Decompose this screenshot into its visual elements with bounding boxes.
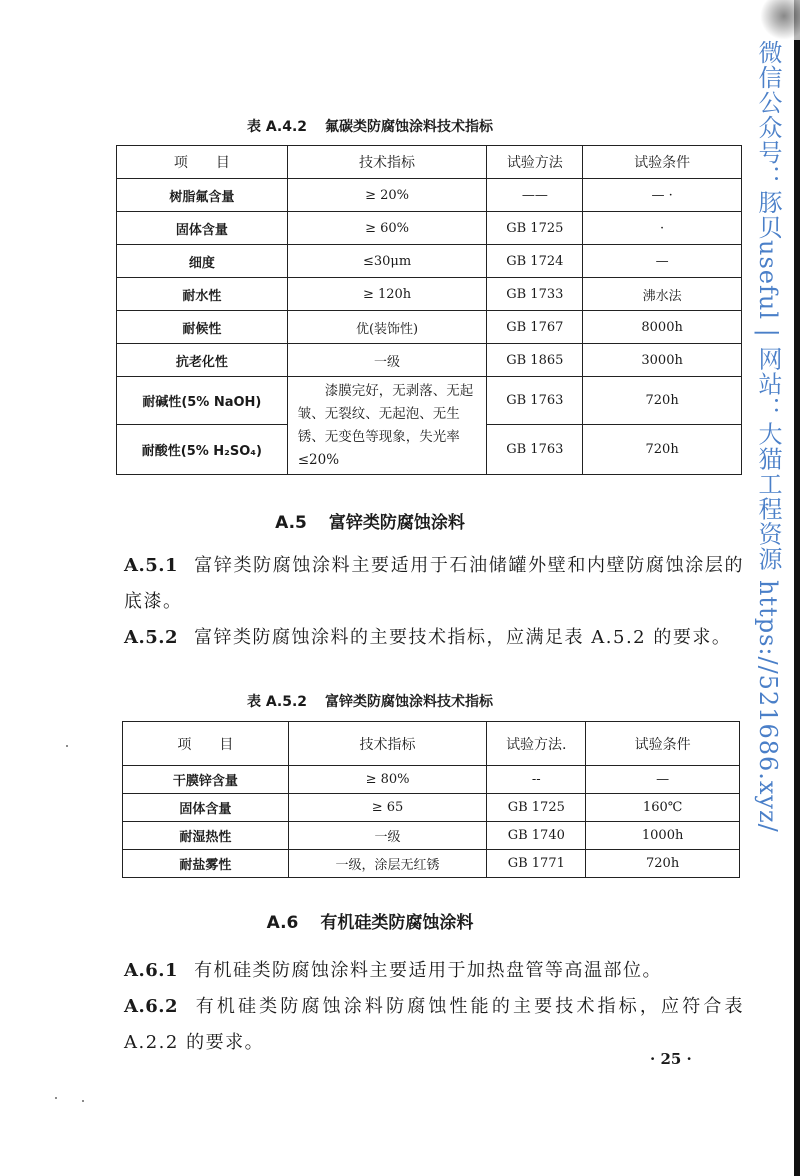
- cell-method: --: [487, 766, 586, 794]
- cell-item: 干膜锌含量: [123, 766, 289, 794]
- cell-condition: — ·: [583, 179, 742, 212]
- table-row: [117, 311, 742, 344]
- clause-number: A.5.2: [124, 627, 179, 648]
- cell-item: 耐候性: [117, 311, 288, 344]
- table-row: [123, 766, 740, 794]
- cell-spec: ≥ 120h: [287, 278, 487, 311]
- clause-text: 富锌类防腐蚀涂料主要适用于石油储罐外壁和内壁防腐蚀涂层的底漆。: [124, 555, 744, 612]
- clause-number: A.5.1: [124, 555, 179, 576]
- cell-spec: ≥ 65: [288, 794, 487, 822]
- cell-item: 耐湿热性: [123, 822, 289, 850]
- scan-speck: [55, 1097, 57, 1099]
- scan-speck: [66, 745, 68, 747]
- clause-text: 有机硅类防腐蚀涂料防腐蚀性能的主要技术指标，应符合表 A.2.2 的要求。: [124, 996, 744, 1053]
- table-a42: [116, 145, 742, 475]
- section-a5-heading: [0, 508, 740, 533]
- cell-method: GB 1771: [487, 850, 586, 878]
- cell-spec: 一级: [288, 822, 487, 850]
- header-method: 试验方法.: [487, 722, 586, 766]
- cell-method: GB 1725: [487, 794, 586, 822]
- cell-spec-merged: 漆膜完好，无剥落、无起皱、无裂纹、无起泡、无生锈、无变色等现象，失光率≤20%: [287, 377, 487, 475]
- scan-noise: [760, 0, 800, 40]
- page-number: · 25 ·: [650, 1050, 692, 1068]
- cell-spec: ≤30μm: [287, 245, 487, 278]
- table-row: [117, 179, 742, 212]
- table-header-row: [123, 722, 740, 766]
- cell-method: GB 1767: [487, 311, 583, 344]
- cell-method: GB 1725: [487, 212, 583, 245]
- table-row: [117, 344, 742, 377]
- table-row: [117, 212, 742, 245]
- cell-condition: 720h: [586, 850, 740, 878]
- table-row: [123, 822, 740, 850]
- table-row: [117, 278, 742, 311]
- cell-method: GB 1865: [487, 344, 583, 377]
- cell-condition: 8000h: [583, 311, 742, 344]
- cell-item: 耐盐雾性: [123, 850, 289, 878]
- section-a6-heading: [0, 908, 740, 933]
- section-number: A.5: [275, 513, 307, 533]
- cell-spec: 一级，涂层无红锈: [288, 850, 487, 878]
- clause-a61: [124, 953, 744, 989]
- cell-item: 固体含量: [123, 794, 289, 822]
- clause-number: A.6.1: [124, 960, 179, 981]
- cell-condition: —: [583, 245, 742, 278]
- section-number: A.6: [266, 913, 299, 933]
- cell-item: 耐碱性(5% NaOH): [117, 377, 288, 425]
- header-condition: 试验条件: [583, 146, 742, 179]
- cell-condition: 3000h: [583, 344, 742, 377]
- cell-condition: 沸水法: [583, 278, 742, 311]
- cell-method: ——: [487, 179, 583, 212]
- table-header-row: [117, 146, 742, 179]
- section-title: 富锌类防腐蚀涂料: [328, 513, 465, 533]
- table-a52-caption: [0, 691, 740, 711]
- header-item: 项 目: [123, 722, 289, 766]
- header-condition: 试验条件: [586, 722, 740, 766]
- caption-title: 氟碳类防腐蚀涂料技术指标: [325, 119, 494, 135]
- clause-number: A.6.2: [124, 996, 179, 1017]
- cell-spec: ≥ 60%: [287, 212, 487, 245]
- cell-method: GB 1740: [487, 822, 586, 850]
- header-item: 项 目: [117, 146, 288, 179]
- cell-item: 耐水性: [117, 278, 288, 311]
- watermark: 微信公众号：豚贝useful | 网站：大猫工程资源 https://521686.xyz/: [754, 40, 782, 833]
- cell-spec: 一级: [287, 344, 487, 377]
- table-a42-caption: [0, 116, 740, 136]
- cell-condition: ·: [583, 212, 742, 245]
- cell-condition: 720h: [583, 377, 742, 425]
- table-row: [117, 245, 742, 278]
- scan-edge: [794, 0, 800, 1176]
- cell-item: 耐酸性(5% H₂SO₄): [117, 425, 288, 475]
- caption-number: 表 A.5.2: [246, 694, 308, 710]
- table-row: [123, 794, 740, 822]
- cell-spec: ≥ 80%: [288, 766, 487, 794]
- cell-item: 细度: [117, 245, 288, 278]
- scan-speck: [82, 1100, 84, 1102]
- clause-text: 富锌类防腐蚀涂料的主要技术指标，应满足表 A.5.2 的要求。: [194, 627, 732, 648]
- caption-number: 表 A.4.2: [246, 119, 308, 135]
- header-method: 试验方法: [487, 146, 583, 179]
- cell-condition: 720h: [583, 425, 742, 475]
- caption-title: 富锌类防腐蚀涂料技术指标: [325, 694, 494, 710]
- section-title: 有机硅类防腐蚀涂料: [320, 913, 474, 933]
- cell-item: 抗老化性: [117, 344, 288, 377]
- clause-a51: [124, 548, 744, 620]
- cell-method: GB 1733: [487, 278, 583, 311]
- cell-condition: 160℃: [586, 794, 740, 822]
- cell-spec: ≥ 20%: [287, 179, 487, 212]
- table-a52: [122, 721, 740, 878]
- cell-method: GB 1763: [487, 425, 583, 475]
- clause-a52: [124, 620, 744, 656]
- cell-spec: 优(装饰性): [287, 311, 487, 344]
- table-row: [117, 377, 742, 425]
- cell-item: 固体含量: [117, 212, 288, 245]
- clause-text: 有机硅类防腐蚀涂料主要适用于加热盘管等高温部位。: [194, 960, 663, 981]
- cell-method: GB 1763: [487, 377, 583, 425]
- header-spec: 技术指标: [288, 722, 487, 766]
- table-row: [123, 850, 740, 878]
- cell-condition: 1000h: [586, 822, 740, 850]
- cell-item: 树脂氟含量: [117, 179, 288, 212]
- cell-method: GB 1724: [487, 245, 583, 278]
- cell-condition: —: [586, 766, 740, 794]
- header-spec: 技术指标: [287, 146, 487, 179]
